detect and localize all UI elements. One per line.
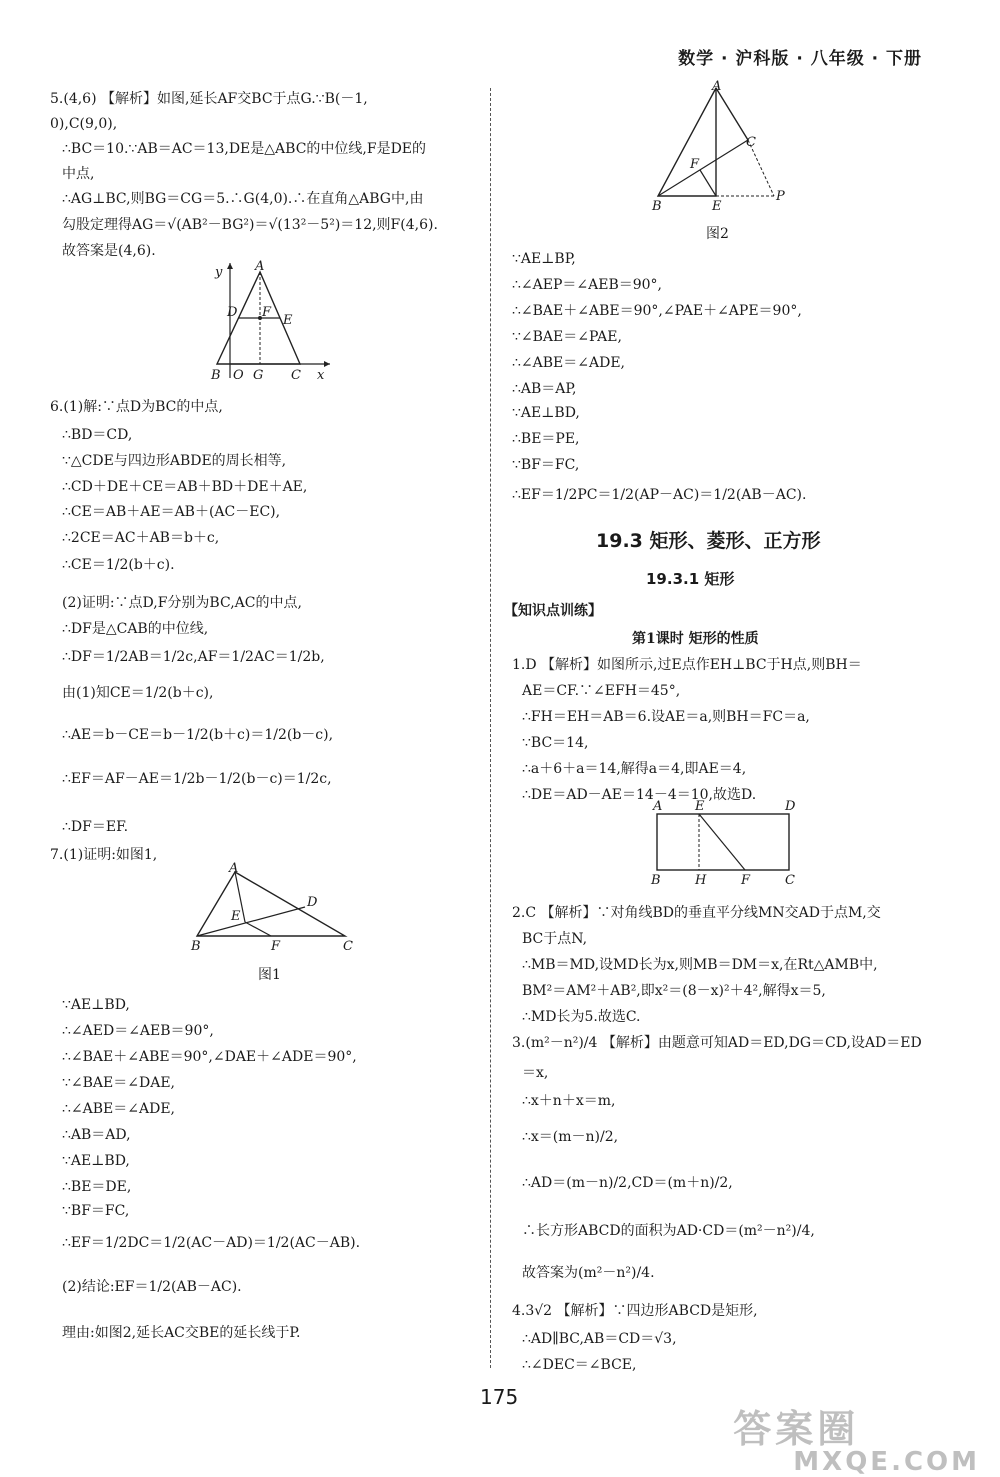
label-D: D	[227, 305, 238, 320]
left-line: ∴AB＝AD,	[62, 1127, 131, 1143]
right-line: BM²＝AM²＋AB²,即x²＝(8－x)²＋4²,解得x＝5,	[522, 983, 826, 999]
rect-label-F: F	[741, 873, 751, 888]
label-A: A	[255, 259, 265, 274]
right-line: ∴DE＝AD－AE＝14－4＝10,故选D.	[522, 787, 757, 803]
right-line: ∴a＋6＋a＝14,解得a＝4,即AE＝4,	[522, 761, 747, 777]
left-line: ∴EF＝AF－AE＝1/2b－1/2(b－c)＝1/2c,	[62, 771, 332, 787]
right-line: 【知识点训练】	[504, 603, 602, 619]
label-B: B	[211, 368, 221, 383]
rect-label-E: E	[695, 800, 705, 814]
rect-label-B: B	[651, 873, 661, 888]
fig2-caption: 图2	[706, 226, 729, 242]
left-line: ∴EF＝1/2DC＝1/2(AC－AD)＝1/2(AC－AB).	[62, 1235, 361, 1251]
right-line: ∵∠BAE＝∠PAE,	[512, 329, 622, 345]
right-line: ∴AD∥BC,AB＝CD＝√3,	[522, 1331, 677, 1347]
page-number: 175	[480, 1385, 519, 1409]
fig2-label-C: C	[746, 135, 756, 150]
right-line: ∴∠ABE＝∠ADE,	[512, 355, 625, 371]
right-line: AE＝CF.∵∠EFH＝45°,	[522, 683, 681, 699]
left-line: ∴∠AED＝∠AEB＝90°,	[62, 1023, 214, 1039]
right-line: ∴BE＝PE,	[512, 431, 580, 447]
fig1-caption: 图1	[258, 967, 281, 983]
right-line: ∴EF＝1/2PC＝1/2(AP－AC)＝1/2(AB－AC).	[512, 487, 807, 503]
rect-label-A: A	[653, 800, 663, 814]
fig2-label-A: A	[712, 79, 722, 94]
left-line: ∴∠ABE＝∠ADE,	[62, 1101, 175, 1117]
fig1-label-D: D	[307, 895, 318, 910]
fig1-label-E: E	[231, 909, 241, 924]
left-line: 勾股定理得AG＝√(AB²－BG²)＝√(13²－5²)＝12,则F(4,6).	[62, 217, 438, 233]
right-line: 4.3√2 【解析】∵四边形ABCD是矩形,	[512, 1303, 758, 1319]
left-line: ∵△CDE与四边形ABDE的周长相等,	[62, 453, 287, 469]
watermark	[733, 1398, 980, 1477]
left-line: 理由:如图2,延长AC交BE的延长线于P.	[62, 1325, 301, 1341]
fig1-label-C: C	[343, 939, 353, 954]
right-line: ∵BF＝FC,	[512, 457, 580, 473]
label-E: E	[283, 313, 293, 328]
column-divider	[490, 88, 491, 1368]
rect-label-C: C	[785, 873, 795, 888]
label-O: O	[233, 368, 244, 383]
right-line: 第1课时 矩形的性质	[632, 631, 759, 647]
right-line: ∴∠BAE＋∠ABE＝90°,∠PAE＋∠APE＝90°,	[512, 303, 802, 319]
right-line: ＝x,	[522, 1065, 549, 1081]
left-line: 7.(1)证明:如图1,	[50, 847, 158, 863]
watermark-title: 答案圈	[733, 1407, 860, 1451]
right-line: 3.(m²－n²)/4 【解析】由题意可知AD＝ED,DG＝CD,设AD＝ED	[512, 1035, 922, 1051]
left-line: ∴CD＋DE＋CE＝AB＋BD＋DE＋AE,	[62, 479, 308, 495]
figure-2	[640, 78, 800, 248]
left-line: 6.(1)解:∵点D为BC的中点,	[50, 399, 223, 415]
left-line: 0),C(9,0),	[50, 116, 118, 132]
right-line: ∵AE⊥BP,	[512, 251, 576, 267]
left-line: 5.(4,6) 【解析】如图,延长AF交BC于点G.∵B(－1,	[50, 91, 368, 107]
left-line: 由(1)知CE＝1/2(b＋c),	[62, 685, 214, 701]
left-line: ∴∠BAE＋∠ABE＝90°,∠DAE＋∠ADE＝90°,	[62, 1049, 357, 1065]
fig2-label-E: E	[712, 199, 722, 214]
figure-coordinate-graph	[205, 258, 335, 383]
fig2-label-B: B	[652, 199, 662, 214]
right-line: ∵AE⊥BD,	[512, 405, 580, 421]
label-x: x	[317, 368, 325, 383]
left-line: ∵AE⊥BD,	[62, 1153, 130, 1169]
left-line: ∴DF是△CAB的中位线,	[62, 621, 209, 637]
left-line: (2)证明:∵点D,F分别为BC,AC的中点,	[62, 595, 302, 611]
fig1-label-B: B	[191, 939, 201, 954]
rect-label-D: D	[785, 800, 796, 814]
label-G: G	[253, 368, 264, 383]
left-line: ∴BE＝DE,	[62, 1179, 132, 1195]
figure-1	[185, 862, 365, 987]
rect-label-H: H	[695, 873, 707, 888]
left-line: ∵BF＝FC,	[62, 1203, 130, 1219]
left-line: ∴AG⊥BC,则BG＝CG＝5.∴G(4,0).∴在直角△ABG中,由	[62, 191, 424, 207]
left-line: (2)结论:EF＝1/2(AB－AC).	[62, 1279, 242, 1295]
right-line: BC于点N,	[522, 931, 588, 947]
left-line: ∴BC＝10.∵AB＝AC＝13,DE是△ABC的中位线,F是DE的	[62, 141, 427, 157]
left-line: 中点,	[62, 166, 95, 182]
right-line: 19.3 矩形、菱形、正方形	[596, 530, 821, 552]
right-line: ∴FH＝EH＝AB＝6.设AE＝a,则BH＝FC＝a,	[522, 709, 810, 725]
left-line: ∴CE＝1/2(b＋c).	[62, 557, 175, 573]
label-F: F	[262, 305, 272, 320]
right-line: ∴AD＝(m－n)/2,CD＝(m＋n)/2,	[522, 1175, 733, 1191]
right-line: ∴长方形ABCD的面积为AD·CD＝(m²－n²)/4,	[522, 1223, 815, 1239]
label-y: y	[215, 265, 223, 280]
figure-rectangle	[645, 800, 805, 890]
right-line: ∴AB＝AP,	[512, 381, 577, 397]
fig2-label-F: F	[690, 157, 700, 172]
left-line: ∴2CE＝AC＋AB＝b＋c,	[62, 530, 220, 546]
right-line: ∵BC＝14,	[522, 735, 589, 751]
right-line: 故答案为(m²－n²)/4.	[522, 1265, 655, 1281]
left-line: ∵∠BAE＝∠DAE,	[62, 1075, 175, 1091]
right-line: ∴MD长为5.故选C.	[522, 1009, 641, 1025]
page-header: 数学 · 沪科版 · 八年级 · 下册	[678, 49, 922, 69]
left-line: 故答案是(4,6).	[62, 243, 156, 259]
label-C: C	[291, 368, 301, 383]
right-line: ∴x＝(m－n)/2,	[522, 1129, 619, 1145]
left-line: ∴AE＝b－CE＝b－1/2(b＋c)＝1/2(b－c),	[62, 727, 334, 743]
left-line: ∴DF＝1/2AB＝1/2c,AF＝1/2AC＝1/2b,	[62, 649, 325, 665]
right-line: ∴∠AEP＝∠AEB＝90°,	[512, 277, 663, 293]
fig1-label-A: A	[229, 862, 239, 876]
left-line: ∵AE⊥BD,	[62, 997, 130, 1013]
left-line: ∴BD＝CD,	[62, 427, 133, 443]
right-line: 2.C 【解析】∵对角线BD的垂直平分线MN交AD于点M,交	[512, 905, 881, 921]
right-line: ∴x＋n＋x＝m,	[522, 1093, 616, 1109]
right-line: 19.3.1 矩形	[646, 570, 735, 588]
right-line: ∴∠DEC＝∠BCE,	[522, 1357, 637, 1373]
fig1-label-F: F	[271, 939, 281, 954]
fig2-label-P: P	[776, 189, 785, 204]
right-line: 1.D 【解析】如图所示,过E点作EH⊥BC于H点,则BH＝	[512, 657, 862, 673]
left-line: ∴CE＝AB＋AE＝AB＋(AC－EC),	[62, 504, 281, 520]
watermark-url: MXQE.COM	[793, 1447, 980, 1477]
right-line: ∴MB＝MD,设MD长为x,则MB＝DM＝x,在Rt△AMB中,	[522, 957, 878, 973]
left-line: ∴DF＝EF.	[62, 819, 129, 835]
